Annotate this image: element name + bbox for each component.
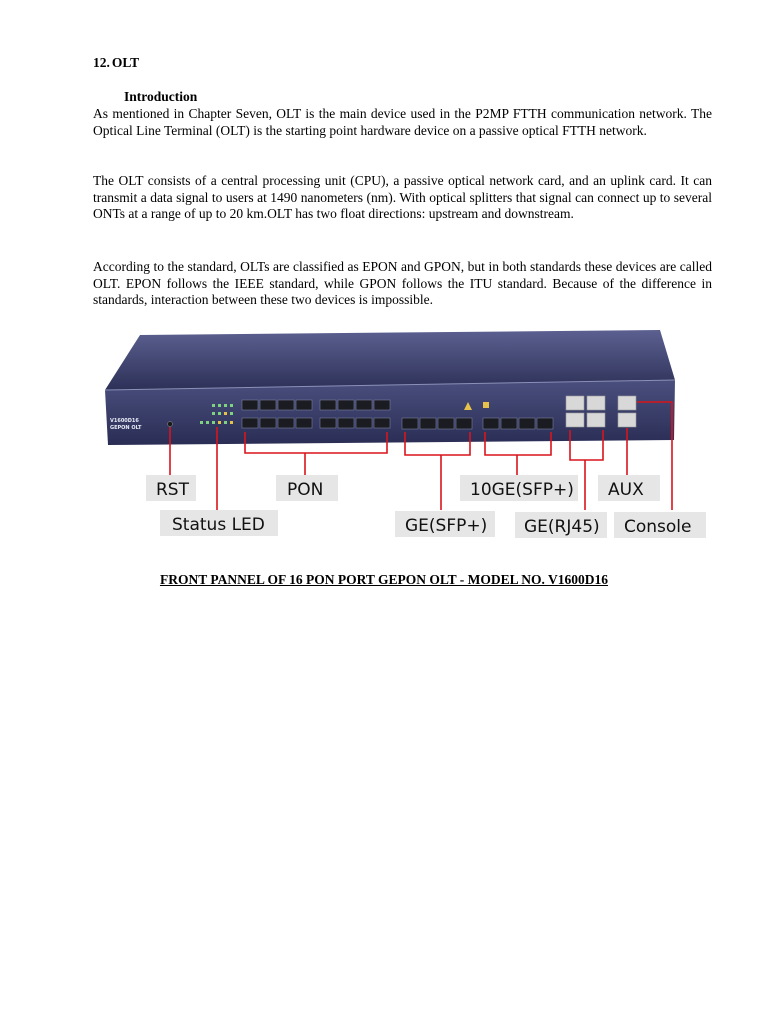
section-title: OLT [111, 55, 140, 70]
aux-label: AUX [608, 480, 644, 500]
rst-button [168, 422, 173, 427]
paragraph-1: As mentioned in Chapter Seven, OLT is the main device used in the P2MP FTTH communication network. The Optical Line Terminal (OLT) is the starting point hardware device on a passive optical FTTH network. [93, 106, 712, 138]
figure-caption: FRONT PANNEL OF 16 PON PORT GEPON OLT - MODEL NO. V1600D16 [159, 572, 609, 587]
ten-ge-indicator [483, 402, 489, 408]
ten-ge-label: 10GE(SFP+) [470, 480, 574, 500]
subheading: Introduction [124, 89, 198, 104]
section-heading [93, 55, 139, 71]
section-number: 12. [93, 55, 110, 70]
rst-label: RST [156, 480, 189, 500]
device-type-label: GEPON OLT [110, 425, 142, 431]
olt-device-illustration [100, 320, 712, 550]
chassis-front [105, 380, 675, 445]
ge-sfp-label: GE(SFP+) [405, 516, 488, 536]
console-port [618, 396, 636, 410]
ge-rj45-label: GE(RJ45) [524, 517, 600, 537]
status-led-label: Status LED [172, 515, 265, 535]
console-label: Console [624, 517, 692, 537]
paragraph-2: The OLT consists of a central processing unit (CPU), a passive optical network card, and an uplink card. It can transmit a data signal to users at 1490 nanometers (nm). With optical splitters that signal can connect up to several ONTs at a range of up to 20 km.OLT has two float directions: upstream and downstream. [93, 173, 712, 222]
paragraph-3: According to the standard, OLTs are classified as EPON and GPON, but in both standards these devices are called OLT. EPON follows the IEEE standard, while GPON follows the ITU standard. Because of the difference in standards, interaction between these two devices is impossible. [93, 259, 712, 308]
olt-front-panel-figure [100, 320, 712, 550]
aux-port [618, 413, 636, 427]
pon-label: PON [287, 480, 324, 500]
device-model-label: V1600D16 [110, 418, 139, 424]
